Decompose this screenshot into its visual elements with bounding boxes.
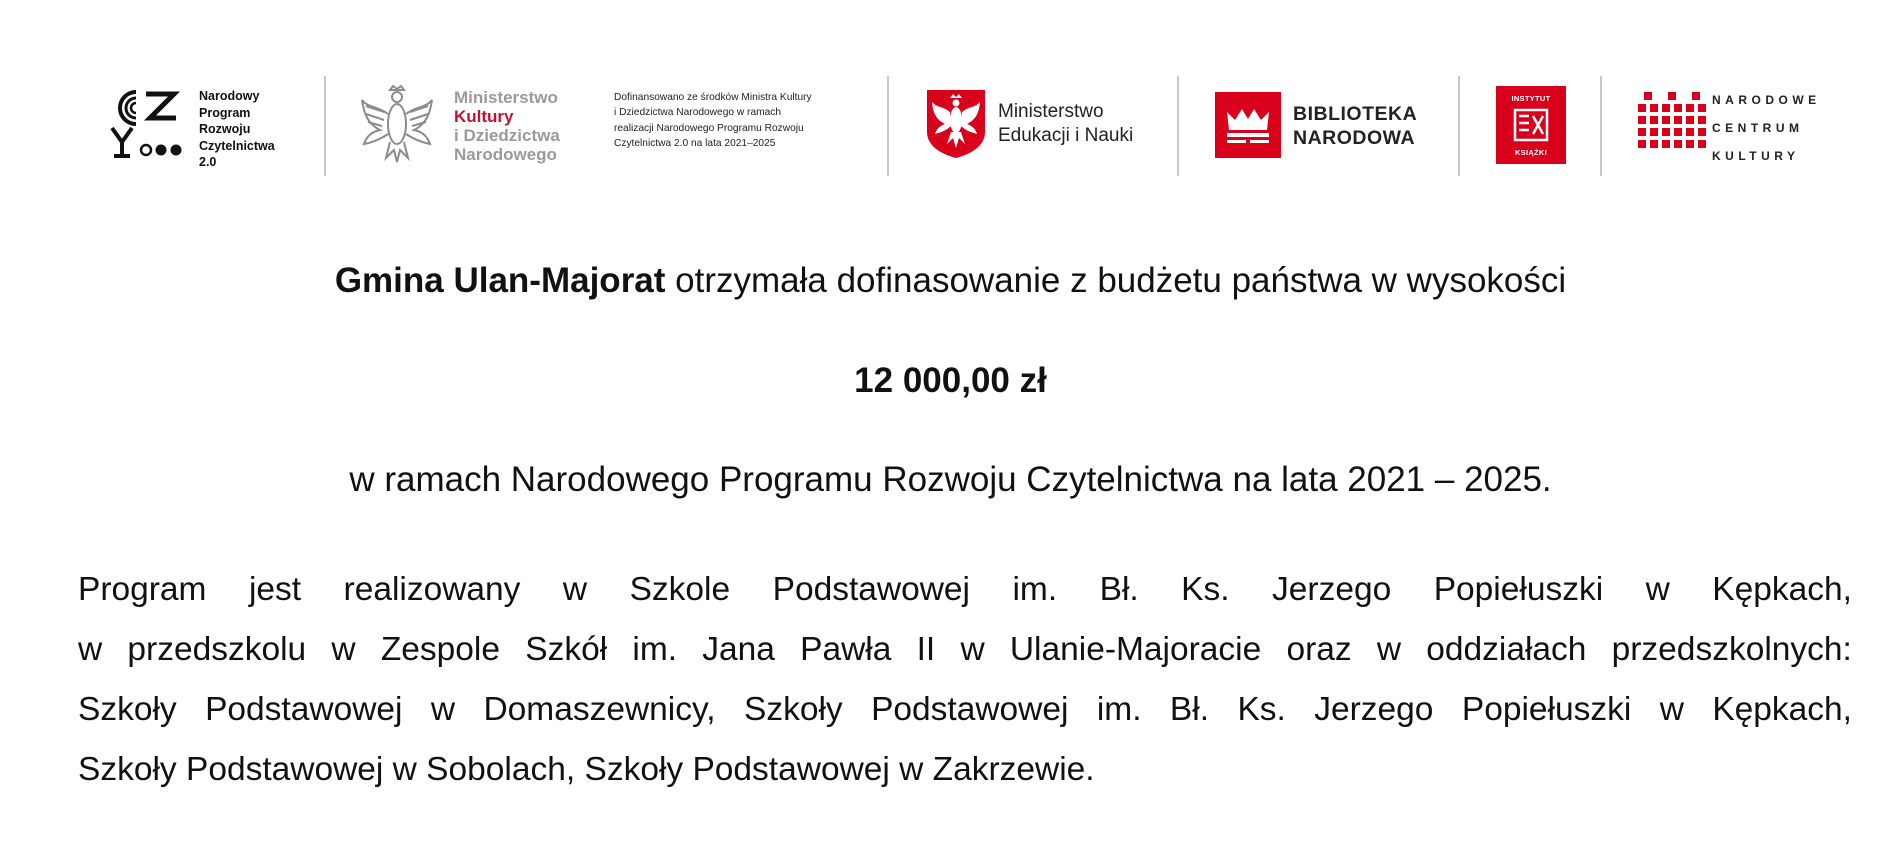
word: Podstawowej [772,571,970,608]
word: w [562,571,588,608]
description-line-last: Szkoły Podstawowej w Sobolach, Szkoły Podstawowej w Zakrzewie. [78,751,1095,788]
word: Zespole [380,631,501,668]
word: Kępkach, [1712,571,1852,608]
nck-line: KULTURY [1712,149,1800,163]
word: Bł. [1169,691,1210,728]
men-line: Edukacji i Nauki [998,125,1134,146]
cofunding-line: i Dziedzictwa Narodowego w ramach [614,107,782,119]
word: Jerzego [1314,691,1434,728]
word: II [916,631,936,668]
word: jest [248,571,302,608]
word: Pawła [800,631,892,668]
logo-divider [1458,76,1460,176]
nprc-line: Czytelnictwa [199,138,275,153]
word: przedszkolu [127,631,307,668]
program-line: w ramach Narodowego Programu Rozwoju Czytelnictwa na lata 2021 – 2025. [349,460,1552,499]
nprc-line: Narodowy [199,89,260,103]
word: Ks. [1181,571,1230,608]
word: w [1376,631,1402,668]
polish-eagle-grey-icon [360,84,434,166]
funding-amount: 12 000,00 zł [854,361,1047,400]
word: Jana [702,631,775,668]
nprc-logo-icon [110,88,182,160]
word: Ks. [1237,691,1286,728]
word: Program [78,571,207,608]
word: Szkół [525,631,608,668]
nck-line: CENTRUM [1712,121,1804,135]
word: Podstawowej [205,691,403,728]
word: Bł. [1099,571,1139,608]
mkidn-line: Narodowego [454,145,557,164]
cofunding-line: Dofinansowano ze środków Ministra Kultury [614,92,812,103]
word: im. [1012,571,1058,608]
word: im. [1096,691,1142,728]
word: oddziałach [1426,631,1587,668]
mkidn-logo-text [454,88,560,164]
nck-line: NARODOWE [1712,93,1821,107]
partner-logos-strip [0,0,1901,200]
word: im. [632,631,678,668]
word: w [430,691,456,728]
logo-divider [324,76,326,176]
word: Szkoły [743,691,843,728]
instytut-ksiazki-logo [1496,86,1566,164]
nprc-logo-text [199,88,275,171]
nprc-line: Program [199,105,251,120]
bn-line: BIBLIOTEKA [1293,103,1418,125]
logo-divider [1600,76,1602,176]
description-line [78,680,1852,740]
cofunding-line: Czytelnictwa 2.0 na lata 2021–2025 [614,137,776,149]
nck-logo-text [1712,86,1821,170]
word: w [78,631,103,668]
polish-emblem-icon [925,88,987,160]
word: Szkole [629,571,731,608]
word: Popiełuszki [1433,571,1604,608]
word: w [331,631,356,668]
crown-book-icon [1215,92,1281,158]
description-line [78,560,1852,620]
logo-divider [1177,76,1179,176]
word: Podstawowej [871,691,1069,728]
word: realizowany [343,571,521,608]
funding-headline [0,260,1901,302]
word: Ulanie-Majoracie [1009,631,1262,668]
word: Szkoły [78,691,177,728]
mkidn-line: Ministerstwo [454,88,558,107]
description-line [78,620,1852,680]
word: Kępkach, [1712,691,1852,728]
mkidn-line: Kultury [454,107,514,126]
word: w [1659,691,1684,728]
cofunding-note [614,90,854,151]
recipient-name: Gmina Ulan-Majorat [334,261,666,300]
men-line: Ministerstwo [998,101,1104,122]
word: Domaszewnicy, [483,691,716,728]
word: oraz [1286,631,1352,668]
bn-logo-text [1293,102,1417,150]
mkidn-line: i Dziedzictwa [454,126,560,145]
word: Jerzego [1272,571,1392,608]
word: w [960,631,985,668]
nprc-line: Rozwoju [199,122,251,136]
men-logo-text [998,100,1133,148]
biblioteka-narodowa-logo-box [1215,92,1281,158]
logo-divider [887,76,889,176]
nck-dots-icon [1638,90,1706,156]
program-description [78,560,1852,800]
word: przedszkolnych: [1611,631,1852,668]
headline-rest: otrzymała dofinasowanie z budżetu państwa w wysokości [665,261,1567,300]
bn-line: NARODOWA [1293,127,1416,149]
cofunding-line: realizacji Narodowego Programu Rozwoju [614,122,804,134]
ik-line: KSIĄŻKI [1514,148,1548,157]
word: w [1645,571,1670,608]
ik-line: INSTYTUT [1511,94,1551,103]
book-x-icon [1513,108,1549,142]
word: Popiełuszki [1461,691,1632,728]
nprc-line: 2.0 [199,155,217,169]
